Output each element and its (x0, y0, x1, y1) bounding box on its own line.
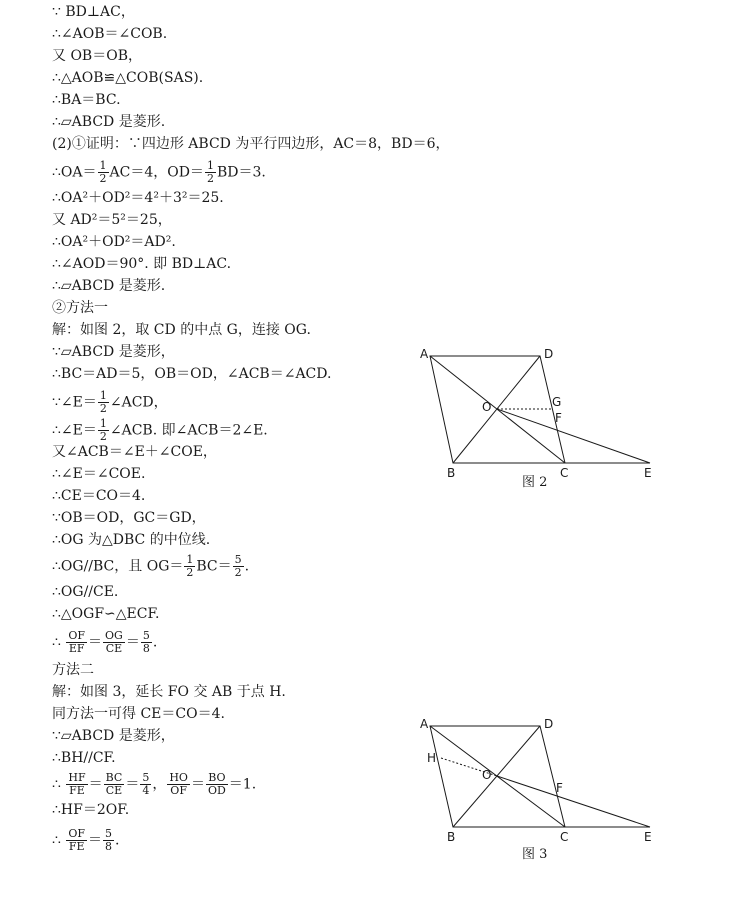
text-line: ∴OA²＋OD²＝AD². (52, 234, 176, 250)
text-line: ∴BH//CF. (52, 750, 116, 766)
text-line: ∴∠E＝ $\frac{1}{2}$ ∠ACB. 即∠ACB＝2∠E. (52, 417, 268, 443)
text-line: 解：如图 3，延长 FO 交 AB 于点 H. (52, 684, 286, 700)
text-line: ∵OB＝OD，GC＝GD， (52, 510, 206, 526)
text-line: 解：如图 2，取 CD 的中点 G，连接 OG. (52, 322, 311, 338)
diagonal-bd (453, 726, 540, 827)
text-line: ∴BC＝AD＝5，OB＝OD，∠ACB＝∠ACD. (52, 366, 332, 382)
figure-3 (410, 712, 670, 842)
label-O: O (482, 400, 492, 414)
fraction: $\frac{1}{2}$ (99, 389, 107, 415)
figure-2-caption: 图 2 (522, 475, 548, 490)
label-D: D (544, 717, 554, 731)
fraction: $\frac{1}{2}$ (99, 417, 107, 443)
text-line: 同方法一可得 CE＝CO＝4. (52, 706, 225, 722)
label-C: C (560, 830, 569, 844)
fraction: $\frac{HO}{OF}$ (169, 771, 188, 797)
text-line: ②方法一 (52, 300, 108, 316)
fraction: $\frac{HF}{FE}$ (68, 771, 86, 797)
fraction: $\frac{BO}{OD}$ (207, 771, 226, 797)
label-G: G (552, 395, 562, 409)
label-E: E (644, 830, 652, 844)
figure-2 (410, 340, 670, 480)
text-line: ∴△OGF∽△ECF. (52, 606, 160, 622)
fraction: $\frac{OF}{EF}$ (68, 629, 86, 655)
fraction: $\frac{5}{2}$ (234, 553, 242, 579)
label-E: E (644, 466, 652, 480)
text-line: 又∠ACB＝∠E＋∠COE， (52, 444, 217, 460)
fraction: $\frac{1}{2}$ (206, 159, 214, 185)
text-line: (2)①证明：∵四边形 ABCD 为平行四边形，AC＝8，BD＝6， (52, 136, 450, 152)
text-line: 又 AD²＝5²＝25， (52, 212, 172, 228)
text-line: ∴▱ABCD 是菱形. (52, 278, 166, 294)
fraction: $\frac{5}{8}$ (142, 629, 150, 655)
text-line: ∴△AOB≌△COB(SAS). (52, 70, 204, 86)
text-line: ∴∠E＝∠COE. (52, 466, 146, 482)
label-B: B (447, 830, 456, 844)
text-line: ∴▱ABCD 是菱形. (52, 114, 166, 130)
label-O: O (482, 768, 492, 782)
label-A: A (420, 717, 429, 731)
label-B: B (447, 466, 456, 480)
text-line: ∵∠E＝ $\frac{1}{2}$ ∠ACD， (52, 389, 168, 415)
segment-oe (497, 776, 650, 827)
text-line: ∴∠AOD＝90°. 即 BD⊥AC. (52, 256, 232, 272)
text-line: ∴OA＝ $\frac{1}{2}$ AC＝4，OD＝ $\frac{1}{2}$ BD＝3. (52, 159, 266, 185)
label-F: F (555, 411, 562, 425)
fraction: $\frac{BC}{CE}$ (105, 771, 123, 797)
text-line: 方法二 (52, 662, 94, 678)
text-line: ∴∠AOB＝∠COB. (52, 26, 168, 42)
label-D: D (544, 347, 554, 361)
label-C: C (560, 466, 569, 480)
text-line: ∴ $\frac{OF}{EF}$ ＝ $\frac{OG}{CE}$ ＝ $\frac{5}{8}$ . (52, 629, 158, 655)
text-line: ∴OG//BC，且 OG＝ $\frac{1}{2}$ BC＝ $\frac{5}{2}$ . (52, 553, 250, 579)
text-line: ∵ BD⊥AC， (52, 4, 135, 20)
text-line: ∴HF＝2OF. (52, 802, 130, 818)
figure-3-caption: 图 3 (522, 847, 548, 862)
label-H: H (427, 751, 437, 765)
fraction: $\frac{OG}{CE}$ (105, 629, 123, 655)
text-line: ∵▱ABCD 是菱形， (52, 344, 175, 360)
fraction: $\frac{5}{8}$ (105, 827, 113, 853)
text-line: ∴ $\frac{OF}{FE}$ ＝ $\frac{5}{8}$ . (52, 827, 120, 853)
text-line: ∴BA＝BC. (52, 92, 121, 108)
label-A: A (420, 347, 429, 361)
fraction: $\frac{OF}{FE}$ (68, 827, 86, 853)
text-line: 又 OB＝OB， (52, 48, 142, 64)
fraction: $\frac{1}{2}$ (186, 553, 194, 579)
text-line: ∴CE＝CO＝4. (52, 488, 146, 504)
segment-oe (497, 409, 650, 463)
text-line: ∴OA²＋OD²＝4²＋3²＝25. (52, 190, 224, 206)
label-F: F (556, 781, 563, 795)
text-line: ∵▱ABCD 是菱形， (52, 728, 175, 744)
text-line: ∴OG//CE. (52, 584, 119, 600)
text-line: ∴ $\frac{HF}{FE}$ ＝ $\frac{BC}{CE}$ ＝ $\frac{5}{4}$ ， $\frac{HO}{OF}$ ＝ $\frac{BO}{OD}$ ＝1. (52, 771, 257, 797)
text-line: ∴OG 为△DBC 的中位线. (52, 532, 211, 548)
fraction: $\frac{5}{4}$ (142, 771, 150, 797)
fraction: $\frac{1}{2}$ (99, 159, 107, 185)
